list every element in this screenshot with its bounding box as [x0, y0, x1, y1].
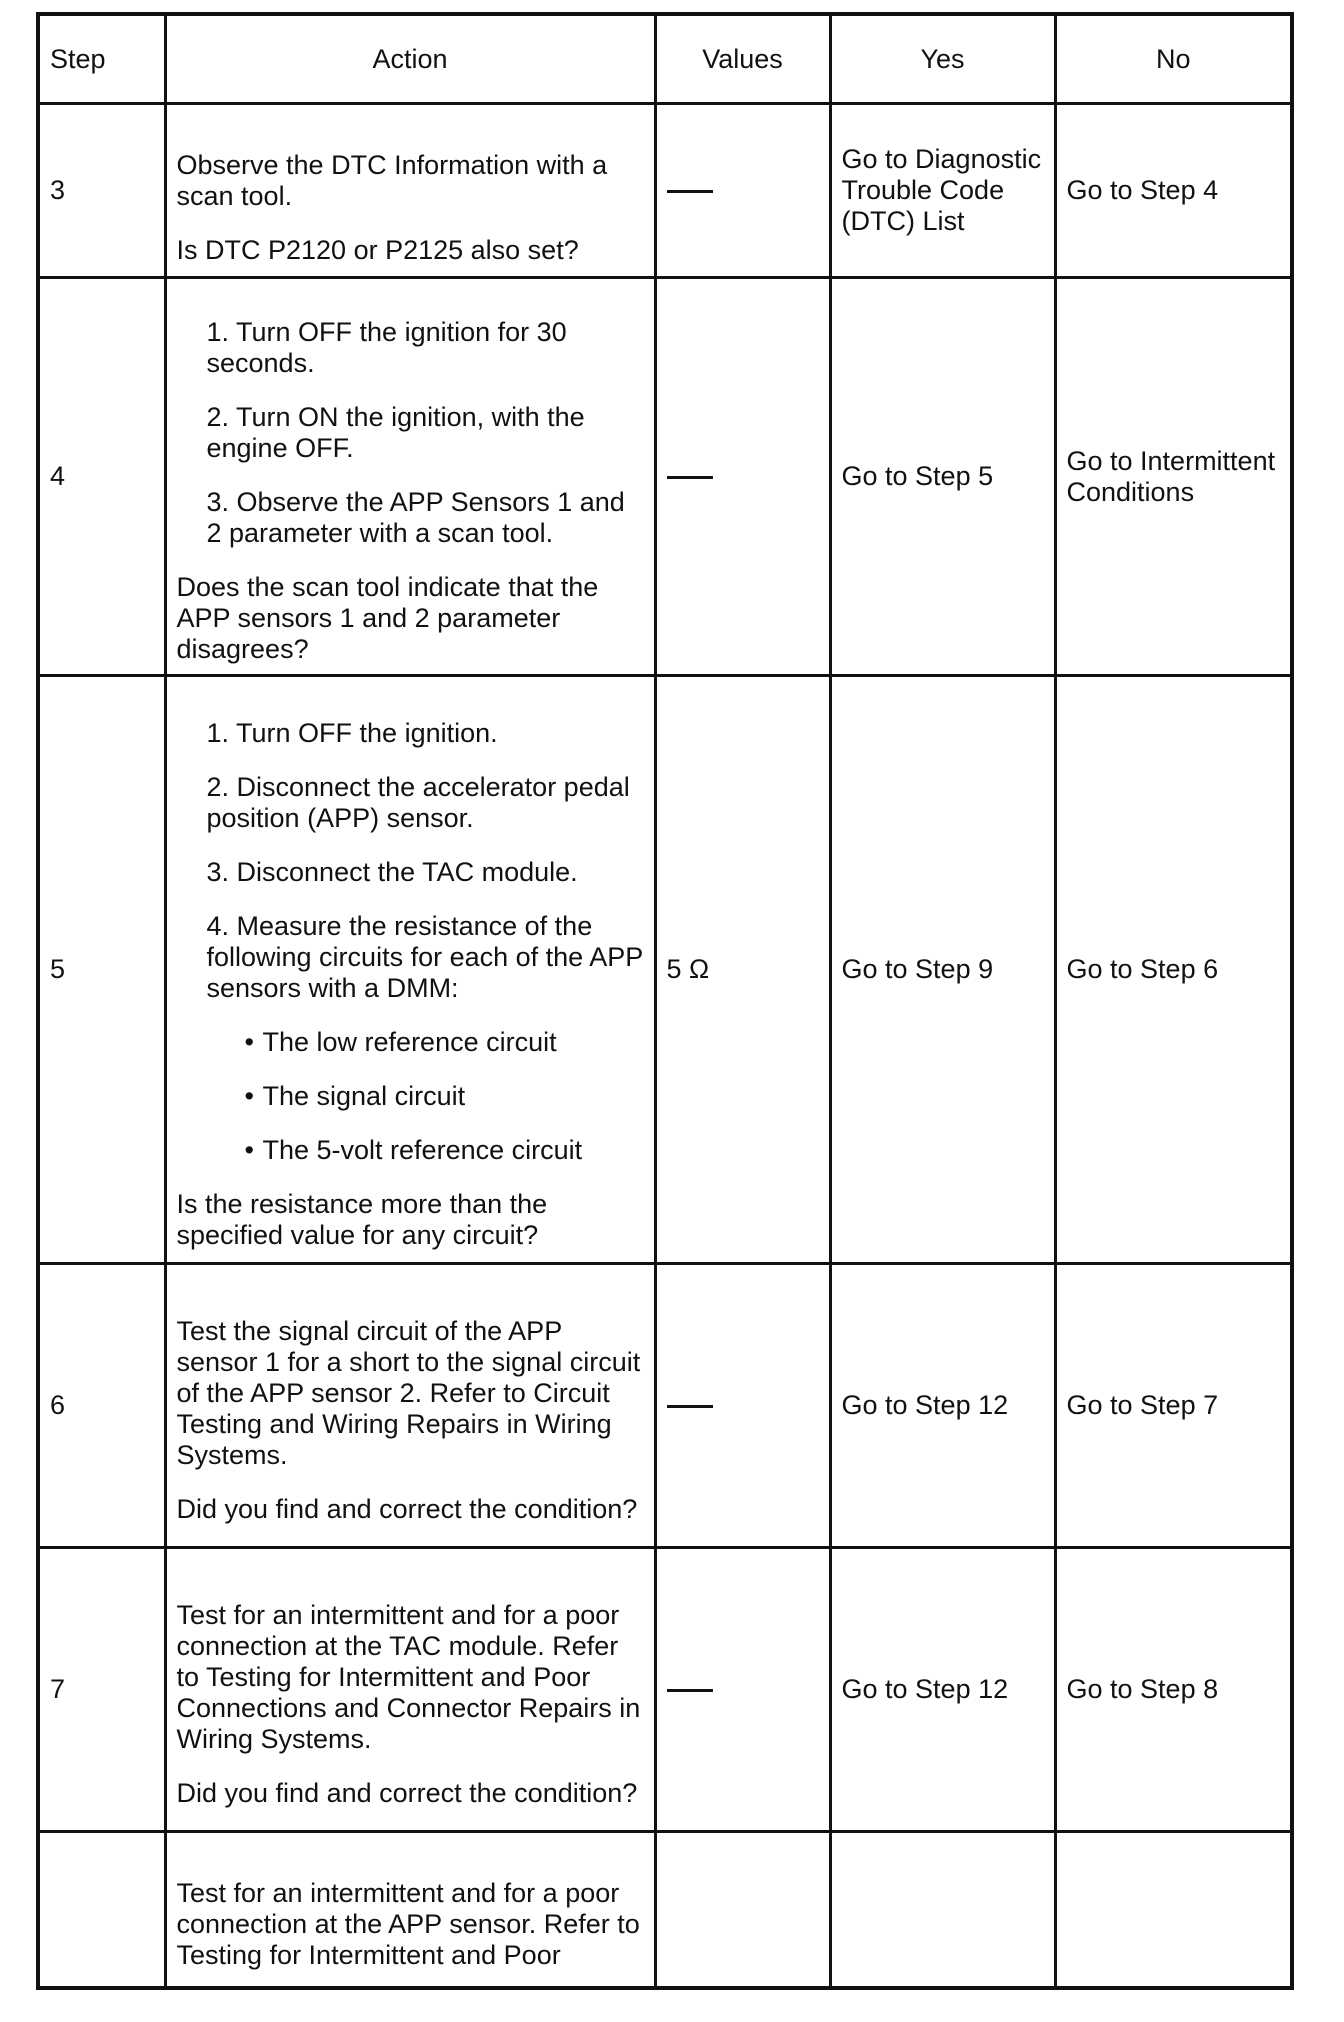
dash-mark — [667, 476, 713, 479]
action-cell — [165, 1832, 655, 1988]
action-step: 1. Turn OFF the ignition for 30 seconds. — [206, 316, 567, 378]
values-cell — [655, 278, 830, 676]
action-question: Does the scan tool indicate that the APP sensors 1 and 2 parameter disagrees? — [176, 571, 599, 664]
yes-cell: Go to Step 9 — [830, 676, 1055, 1264]
table-row — [38, 1264, 1292, 1548]
action-cell — [165, 1264, 655, 1548]
bullet-icon: • — [244, 1135, 254, 1165]
action-step: 3. Observe the APP Sensors 1 and 2 parameter with a scan tool. — [206, 486, 625, 548]
bullet-icon: • — [244, 1027, 254, 1057]
action-step: 2. Disconnect the accelerator pedal position (APP) sensor. — [206, 772, 630, 833]
step-number — [38, 1832, 165, 1988]
values-cell — [655, 104, 830, 278]
no-cell — [1055, 1832, 1292, 1988]
values-cell — [655, 1832, 830, 1988]
table-row — [38, 104, 1292, 278]
bullet-item: • The low reference circuit — [244, 1027, 557, 1057]
step-number: 7 — [38, 1548, 165, 1832]
action-question: Is DTC P2120 or P2125 also set? — [176, 234, 579, 265]
table-row — [38, 278, 1292, 676]
table-header-row — [38, 14, 1292, 104]
no-cell: Go to Step 8 — [1055, 1548, 1292, 1832]
step-number: 5 — [38, 676, 165, 1264]
table-row — [38, 676, 1292, 1264]
values-cell — [655, 1548, 830, 1832]
header-step: Step — [38, 14, 165, 104]
yes-cell: Go to Step 12 — [830, 1264, 1055, 1548]
table-row — [38, 1548, 1292, 1832]
diagnostic-table — [36, 12, 1294, 1990]
header-values: Values — [655, 14, 830, 104]
action-question: Is the resistance more than the specified value for any circuit? — [176, 1189, 548, 1250]
no-cell: Go to Step 4 — [1055, 104, 1292, 278]
action-text: Test for an intermittent and for a poor connection at the TAC module. Refer to Testing for Intermittent and Poor Connections and Connector Repairs in Wiring Systems. — [176, 1600, 641, 1754]
action-text: Test for an intermittent and for a poor connection at the APP sensor. Refer to Testing for Intermittent and Poor — [176, 1877, 640, 1970]
action-question: Did you find and correct the condition? — [176, 1778, 638, 1808]
no-cell: Go to Intermittent Conditions — [1055, 278, 1292, 676]
header-action: Action — [165, 14, 655, 104]
step-number: 6 — [38, 1264, 165, 1548]
action-step: 4. Measure the resistance of the following circuits for each of the APP sensors with a DMM: — [206, 911, 643, 1003]
step-number: 3 — [38, 104, 165, 278]
action-text: Test the signal circuit of the APP sensor 1 for a short to the signal circuit of the APP sensor 2. Refer to Circuit Testing and Wiring Repairs in Wiring Systems. — [176, 1316, 641, 1470]
action-step: 2. Turn ON the ignition, with the engine OFF. — [206, 401, 585, 463]
no-cell: Go to Step 6 — [1055, 676, 1292, 1264]
yes-cell: Go to Step 5 — [830, 278, 1055, 676]
action-cell — [165, 278, 655, 676]
bullet-item: • The signal circuit — [244, 1081, 466, 1111]
yes-cell: Go to Step 12 — [830, 1548, 1055, 1832]
header-yes: Yes — [830, 14, 1055, 104]
values-cell: 5 Ω — [655, 676, 830, 1264]
yes-cell: Go to Diagnostic Trouble Code (DTC) List — [830, 104, 1055, 278]
action-cell — [165, 104, 655, 278]
yes-cell — [830, 1832, 1055, 1988]
values-cell — [655, 1264, 830, 1548]
action-cell — [165, 676, 655, 1264]
action-text: Observe the DTC Information with a scan tool. — [176, 149, 608, 211]
step-number: 4 — [38, 278, 165, 676]
action-step: 3. Disconnect the TAC module. — [206, 857, 578, 887]
dash-mark — [667, 1689, 713, 1692]
table-row — [38, 1832, 1292, 1988]
dash-mark — [667, 1405, 713, 1408]
bullet-icon: • — [244, 1081, 254, 1111]
action-question: Did you find and correct the condition? — [176, 1494, 638, 1524]
no-cell: Go to Step 7 — [1055, 1264, 1292, 1548]
header-no: No — [1055, 14, 1292, 104]
dash-mark — [667, 190, 713, 193]
bullet-item: • The 5-volt reference circuit — [244, 1135, 583, 1165]
action-step: 1. Turn OFF the ignition. — [206, 718, 498, 748]
action-cell — [165, 1548, 655, 1832]
